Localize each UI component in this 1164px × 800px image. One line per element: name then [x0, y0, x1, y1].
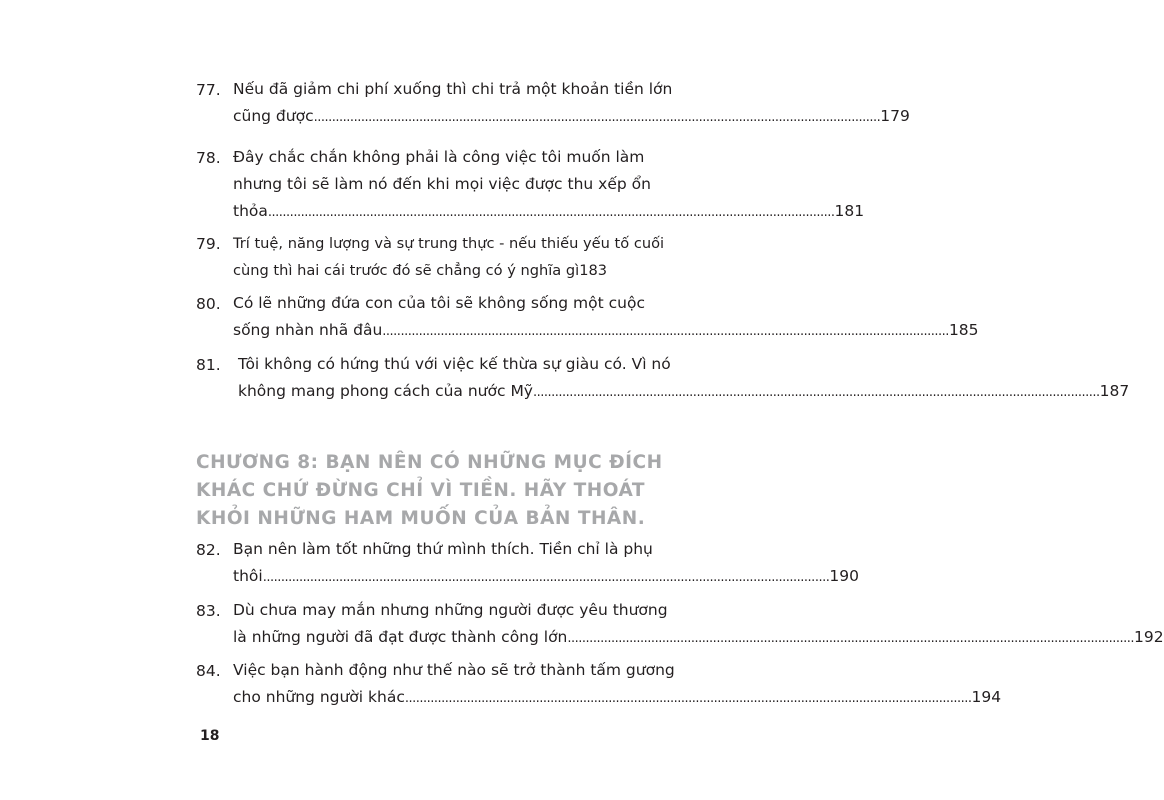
- chapter-heading-line: KHỎI NHỮNG HAM MUỐN CỦA BẢN THÂN.: [196, 508, 646, 529]
- entry-text-line: Tôi không có hứng thú với việc kế thừa sự giàu có. Vì nó: [238, 355, 671, 373]
- entry-text-end: cũng được: [233, 107, 314, 125]
- entry-page-number: 187: [1099, 382, 1130, 400]
- entry-text-line: Nếu đã giảm chi phí xuống thì chi trả một khoản tiền lớn: [233, 80, 673, 98]
- entry-text-end: thỏa: [233, 202, 268, 220]
- dot-leader: [263, 564, 830, 591]
- entry-number: 83.: [196, 602, 221, 620]
- entry-page-number: 190: [829, 567, 859, 585]
- entry-text-line: Dù chưa may mắn nhưng những người được yêu thương: [233, 601, 668, 619]
- dot-leader: [314, 104, 881, 131]
- entry-number: 79.: [196, 235, 221, 253]
- entry-number: 78.: [196, 149, 221, 167]
- dot-leader: [382, 318, 949, 345]
- entry-text-end: không mang phong cách của nước Mỹ: [238, 382, 533, 400]
- entry-text-line: Bạn nên làm tốt những thứ mình thích. Tiền chỉ là phụ: [233, 540, 653, 558]
- entry-number: 82.: [196, 541, 221, 559]
- entry-text-line: Trí tuệ, năng lượng và sự trung thực - nếu thiếu yếu tố cuối: [233, 235, 665, 252]
- chapter-heading-line: KHÁC CHỨ ĐỪNG CHỈ VÌ TIỀN. HÃY THOÁT: [196, 480, 645, 501]
- dot-leader: [268, 199, 835, 226]
- entry-leader-line: [233, 103, 910, 131]
- chapter-heading-line: CHƯƠNG 8: BẠN NÊN CÓ NHỮNG MỤC ĐÍCH: [196, 452, 663, 473]
- entry-text-end: cho những người khác: [233, 688, 405, 706]
- entry-leader-line: [238, 378, 1130, 406]
- entry-page-number: 183: [579, 262, 608, 279]
- entry-text-line: Đây chắc chắn không phải là công việc tôi muốn làm: [233, 148, 645, 166]
- entry-page-number: 194: [971, 688, 1002, 706]
- entry-page-number: 192: [1134, 628, 1164, 646]
- entry-text-end: thôi: [233, 567, 263, 585]
- entry-text-line: Có lẽ những đứa con của tôi sẽ không sống một cuộc: [233, 294, 645, 312]
- entry-page-number: 181: [834, 202, 865, 220]
- entry-page-number: 185: [948, 321, 979, 339]
- entry-leader-line: [233, 563, 859, 591]
- entry-leader-line: [233, 624, 1164, 652]
- entry-text-end: sống nhàn nhã đâu: [233, 321, 383, 339]
- entry-leader-line: [233, 684, 1002, 712]
- dot-leader: [567, 625, 1134, 652]
- dot-leader: [405, 685, 972, 712]
- entry-number: 77.: [196, 81, 221, 99]
- entry-text-end: là những người đã đạt được thành công lớn: [233, 628, 568, 646]
- entry-page-number: 179: [880, 107, 910, 125]
- entry-leader-line: [233, 257, 608, 285]
- entry-text-end: cùng thì hai cái trước đó sẽ chẳng có ý nghĩa gì: [233, 262, 580, 279]
- chapter-heading: [196, 449, 663, 533]
- entry-number: 81.: [196, 356, 221, 374]
- entry-leader-line: [233, 317, 979, 345]
- dot-leader: [533, 379, 1100, 406]
- entry-text-line: nhưng tôi sẽ làm nó đến khi mọi việc được thu xếp ổn: [233, 175, 651, 193]
- entry-number: 84.: [196, 662, 221, 680]
- entry-leader-line: [233, 198, 865, 226]
- entry-number: 80.: [196, 295, 221, 313]
- entry-text-line: Việc bạn hành động như thế nào sẽ trở thành tấm gương: [233, 661, 675, 679]
- page-number: 18: [200, 728, 220, 744]
